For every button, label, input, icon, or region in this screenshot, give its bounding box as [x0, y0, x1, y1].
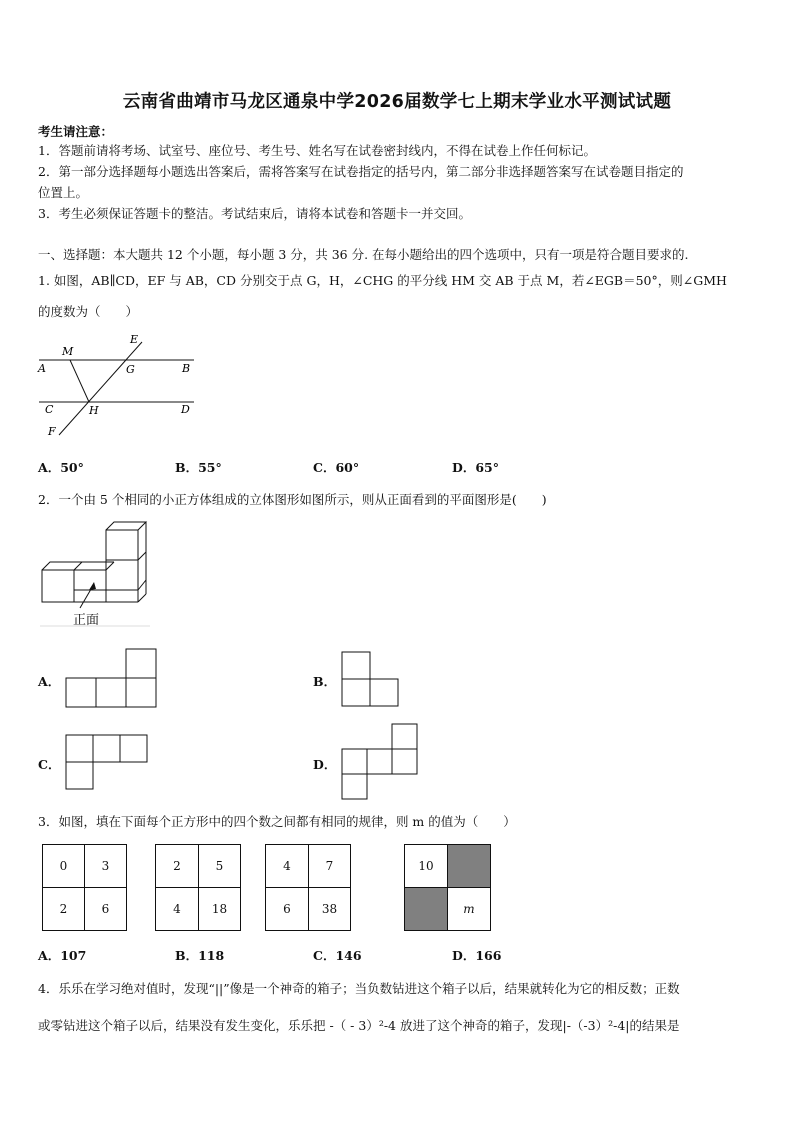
page-title: 云南省曲靖市马龙区通泉中学2026届数学七上期末学业水平测试试题 — [122, 92, 672, 112]
q3-option-a: A．107 — [38, 948, 87, 963]
q3-square-3 — [265, 844, 351, 931]
q1-stem-cont: 的度数为（ ） — [38, 304, 139, 319]
q2-option-c-figure — [64, 733, 154, 793]
label-g: G — [126, 363, 135, 376]
q3-square-2 — [155, 844, 241, 931]
q3-s1-br: 6 — [101, 902, 110, 916]
q3-square-1 — [42, 844, 127, 931]
q3-square-4 — [404, 844, 491, 931]
q3-s2-tr: 5 — [215, 859, 224, 873]
q3-s4-tl: 10 — [418, 859, 434, 873]
section-heading: 一、选择题：本大题共 12 个小题，每小题 3 分，共 36 分. 在每小题给出的四个选项中，只有一项是符合题目要求的. — [38, 247, 689, 262]
q3-s3-br: 38 — [321, 902, 338, 916]
q1-stem: 1. 如图，AB∥CD，EF 与 AB，CD 分别交于点 G，H，∠CHG 的平分线 HM 交 AB 于点 M，若∠EGB＝50°，则∠GMH — [38, 273, 727, 288]
q3-s4-bl-shaded — [405, 888, 447, 930]
label-d: D — [181, 403, 190, 416]
q2-option-a: A． — [38, 674, 61, 689]
label-a: A — [38, 362, 46, 375]
q2-option-b-figure — [340, 650, 402, 710]
front-view-label: 正面 — [73, 613, 100, 628]
q3-s3-tr: 7 — [325, 859, 334, 873]
q2-option-c: C． — [38, 757, 61, 772]
q3-s2-bl: 4 — [173, 902, 181, 916]
q4-stem-cont: 或零钻进这个箱子以后，结果没有发生变化，乐乐把 -（ - 3）²-4 放进了这个神奇的箱子，发现|-（-3）²-4|的结果是 — [38, 1018, 680, 1033]
q3-s3-bl: 6 — [283, 902, 291, 916]
q3-s4-tr-shaded — [448, 845, 490, 887]
q3-option-d: D．166 — [452, 948, 502, 963]
notice-item-2-cont: 位置上。 — [38, 185, 89, 200]
q1-option-c: C．60° — [313, 460, 360, 475]
q1-option-a: A．50° — [38, 460, 84, 475]
q1-figure — [34, 330, 204, 442]
q1-option-b: B．55° — [175, 460, 222, 475]
q3-option-b: B．118 — [175, 948, 225, 963]
label-c: C — [45, 403, 54, 416]
q3-s1-bl: 2 — [59, 902, 68, 916]
q3-s2-tl: 2 — [173, 859, 181, 873]
notice-item-3: 3．考生必须保证答题卡的整洁。考试结束后，请将本试卷和答题卡一并交回。 — [38, 206, 471, 221]
q2-option-d-figure — [340, 722, 422, 802]
q2-option-a-figure — [64, 648, 158, 710]
q3-option-c: C．146 — [313, 948, 362, 963]
q3-s1-tr: 3 — [101, 859, 110, 873]
q3-s1-tl: 0 — [59, 859, 68, 873]
label-e: E — [130, 333, 139, 346]
label-h: H — [89, 404, 99, 417]
q2-stem: 2．一个由 5 个相同的小正方体组成的立体图形如图所示，则从正面看到的平面图形是( ) — [38, 492, 547, 507]
label-f: F — [48, 425, 56, 438]
q3-s4-br: m — [463, 902, 475, 916]
q4-stem: 4．乐乐在学习绝对值时，发现“||”像是一个神奇的箱子；当负数钻进这个箱子以后，结果就转化为它的相反数；正数 — [38, 981, 680, 996]
label-b: B — [182, 362, 191, 375]
notice-item-2: 2．第一部分选择题每小题选出答案后，需将答案写在试卷指定的括号内，第二部分非选择题答案写在试卷题目指定的 — [38, 164, 684, 179]
notice-heading: 考生请注意： — [38, 124, 114, 139]
q3-s2-br: 18 — [211, 902, 228, 916]
notice-item-1: 1．答题前请将考场、试室号、座位号、考生号、姓名写在试卷密封线内，不得在试卷上作任何标记。 — [38, 143, 596, 158]
q2-option-d: D． — [313, 757, 337, 772]
q1-option-d: D．65° — [452, 460, 499, 475]
q2-option-b: B． — [313, 674, 337, 689]
q3-s3-tl: 4 — [283, 859, 291, 873]
q3-stem: 3．如图，填在下面每个正方形中的四个数之间都有相同的规律，则 m 的值为（ ） — [38, 814, 516, 829]
label-m: M — [62, 345, 74, 358]
